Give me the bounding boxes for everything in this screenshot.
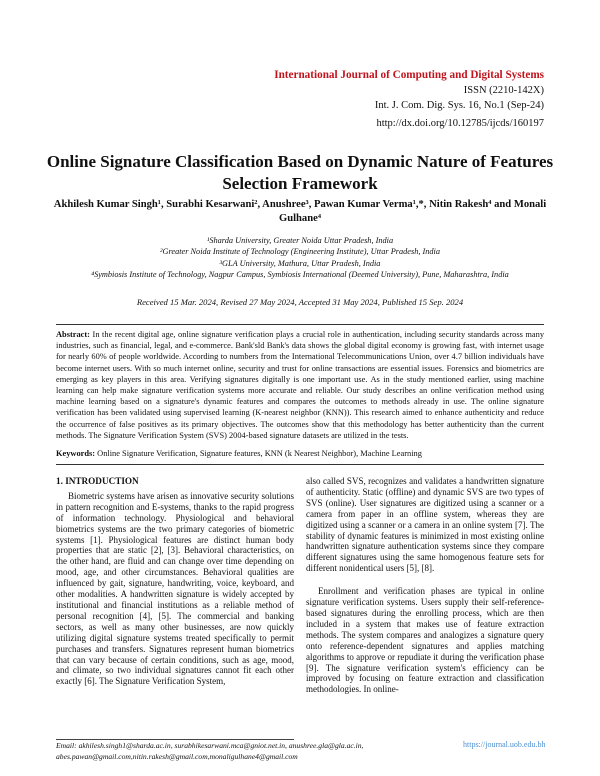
keywords-label: Keywords: [56,449,96,458]
issn: ISSN (2210-142X) [463,85,544,96]
abstract-top-rule [56,324,544,325]
keywords [56,449,544,458]
affiliation-1: ¹Sharda University, Greater Noida Uttar Pradesh, India [206,236,394,245]
footnote-rule [56,739,294,740]
author-list: Akhilesh Kumar Singh¹, Surabhi Kesarwani², Anushree³, Pawan Kumar Verma¹,*, Nitin Rakesh⁴ and Monali Gulhane⁴ [53,199,547,224]
abstract [56,329,544,441]
publication-dates: Received 15 Mar. 2024, Revised 27 May 2024, Accepted 31 May 2024, Published 15 Sep. 2024 [136,297,464,307]
intro-paragraph-2: Enrollment and verification phases are typical in online signature verification systems. Users supply their self-reference-based signatures during the enrolling process, which are then included in a system that makes use of feature extraction methods. The system compares and analogizes a signature query onto reference-dependent signatures and applies matching algorithms to approve or repudiate it during the verification phase [9]. The signature verification system's efficiency can be improved by focusing on feature extraction and classification methodologies. In online- [306,586,544,695]
affiliation-4: ⁴Symbiosis Institute of Technology, Nagpur Campus, Symbiosis International (Deemed University), Pune, Maharashtra, India [91,269,509,279]
right-column [306,476,544,695]
intro-paragraph-1: Biometric systems have arisen as innovative security solutions in pattern recognition and E-systems, thanks to the rapid progress of information technology. Physiological and behavioral biometrics systems are the two primary categories of biometric systems [1]. Physiological features are distinct human body properties that are static [2], [3]. Behavioral characteristics, on the other hand, are fluid and can change over time depending on mood, age, and other circumstances. Behavioral qualities are influenced by gait, signature, handwriting, voice, keyboard, and other modalities. A handwritten signature is widely accepted by institutional and financial institutions as a reliable method of personal recognition [4], [5]. The commercial and banking sectors, as well as many other businesses, are now quickly utilizing digital signature systems treated specifically to permit purchases and transfers. Signatures represent human biometrics that can vary because of certain conditions, such as age, mood, and climate, so two individual signatures cannot fit each other exactly [6]. The Signature Verification System, [56,490,294,687]
abstract-bottom-rule [56,464,544,465]
left-column [56,476,294,687]
journal-citation: Int. J. Com. Dig. Sys. 16, No.1 (Sep-24) [374,100,544,111]
intro-paragraph-continued: also called SVS, recognizes and validates a handwritten signature of authenticity. Static (offline) and dynamic SVS are two types of SVS (online). User signatures are digitized using a scanner or a camera from paper in an offline system, whereas they are digitized using a scanner or a camera in an online system [7]. The stability of dynamic features is minimized in most existing online handwritten signature authentication systems since they compare different signatures using the same homogenous feature sets for different nonidentical users [5], [8]. [306,476,544,574]
doi-link[interactable]: http://dx.doi.org/10.12785/ijcds/160197 [376,118,544,129]
keywords-text: Online Signature Verification, Signature features, KNN (k Nearest Neighbor), Machine Learning [97,449,422,458]
journal-name: International Journal of Computing and Digital Systems [274,69,544,81]
abstract-label: Abstract: [56,330,90,339]
affiliations [30,235,570,280]
paper-title: Online Signature Classification Based on Dynamic Nature of Features Selection Framework [46,152,554,193]
affiliation-2: ²Greater Noida Institute of Technology (Engineering Institute), Uttar Pradesh, India [159,247,441,257]
affiliation-3: ³GLA University, Mathura, Uttar Pradesh, India [219,258,381,268]
journal-header [274,68,544,113]
email-footnote: Email: akhilesh.singh1@sharda.ac.in, surabhikesarwani.mca@gniot.net.in, anushree.gla@gla.ac.in, abes.pawan@gmail.com,nitin.rakesh@gmail.com,monaligulhane4@gmail.com [56,741,364,761]
journal-url-link[interactable]: https://journal.uob.edu.bh [463,740,546,749]
section-heading-introduction: 1. INTRODUCTION [56,476,139,486]
abstract-text: In the recent digital age, online signature verification plays a crucial role in authentication, including security standards across many industries, such as financial, legal, and e-commerce. Bank'sld Bank's data shows the global digital economy is growing fast, with internet usage for nearly 60% of people worldwide. According to numbers from the International Telecommunications Union, over 4.7 billion individuals have become internet users. With so much internet online, security and trust for online transactions are essential issues. Forensics and biometrics are emerging as key players in this area. Verifying signatures digitally is one important use. As in the study mentioned earlier, using machine learning can help make signature verification systems more accurate and reliable. Our study describes an online verification method using machine learning based on a signature's dynamic features and compares the outcomes to methods already in use. The online signature verification has been validated using supervised learning (K-nearest neighbor (KNN)). This research aimed to enhance authenticity and reduce the occurrence of false positives as its primary objectives. The outcomes show that this methodology has better authenticity than the current methods. The Signature Verification System (SVS) 2004-based signature datasets are utilized in the tests. [56,330,545,440]
